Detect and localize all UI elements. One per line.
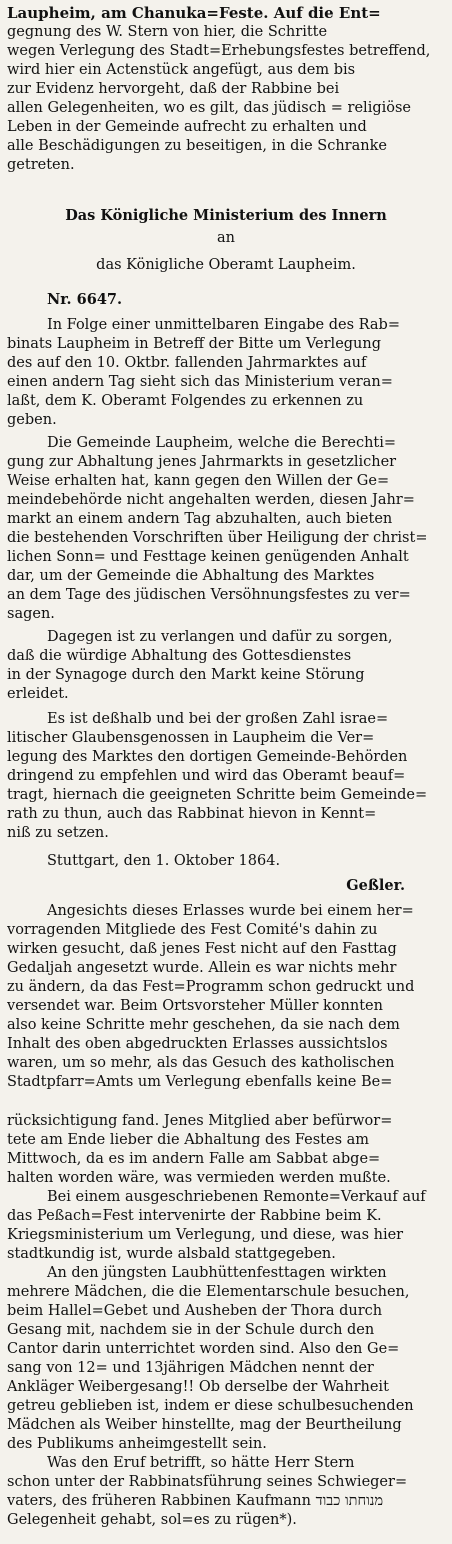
- commentary-line: wirken gesucht, daß jenes Fest nicht auf den Fasttag: [7, 941, 397, 957]
- commentary-line: Inhalt des oben abgedruckten Erlasses aussichtslos: [7, 1036, 388, 1052]
- intro-line: wird hier ein Actenstück angefügt, aus dem bis: [7, 62, 356, 78]
- commentary-line: des Publikums anheimgestellt sein.: [7, 1436, 267, 1452]
- decree-line: geben.: [7, 412, 57, 428]
- signature: Geßler.: [346, 877, 405, 894]
- decree-line: gung zur Abhaltung jenes Jahrmarkts in gesetzlicher: [7, 454, 397, 470]
- intro-line: Laupheim, am Chanuka=Feste. Auf die Ent=: [7, 4, 381, 22]
- decree-line: dringend zu empfehlen und wird das Oberamt beauf=: [7, 768, 406, 784]
- decree-paragraph-3: [7, 628, 445, 704]
- intro-line: wegen Verlegung des Stadt=Erhebungsfestes betreffend,: [7, 43, 431, 59]
- decree-line: des auf den 10. Oktbr. fallenden Jahrmarktes auf: [7, 355, 367, 371]
- decree-line: In Folge einer unmittelbaren Eingabe des Rab=: [47, 317, 400, 333]
- commentary-line: Gesang mit, nachdem sie in der Schule durch den: [7, 1322, 375, 1338]
- commentary-line: waren, um so mehr, als das Gesuch des katholischen: [7, 1055, 395, 1071]
- commentary-line: Mädchen als Weiber hinstellte, mag der Beurtheilung: [7, 1417, 402, 1433]
- ministry-title: Das Königliche Ministerium des Innern: [65, 207, 387, 224]
- decree-line: Die Gemeinde Laupheim, welche die Berechti=: [47, 435, 397, 451]
- decree-line: einen andern Tag sieht sich das Ministerium veran=: [7, 374, 393, 390]
- commentary-line: Bei einem ausgeschriebenen Remonte=Verkauf auf: [47, 1189, 426, 1205]
- commentary-line: vaters, des früheren Rabbinen Kaufmann מנוחתו כבוד: [7, 1493, 384, 1509]
- ministry-recipient: das Königliche Oberamt Laupheim.: [96, 257, 356, 273]
- intro-line: zur Evidenz hervorgeht, daß der Rabbine bei: [7, 81, 340, 97]
- commentary-line: mehrere Mädchen, die die Elementarschule besuchen,: [7, 1284, 410, 1300]
- commentary-line: versendet war. Beim Ortsvorsteher Müller konnten: [7, 998, 383, 1014]
- decree-line: legung des Marktes den dortigen Gemeinde-Behörden: [7, 749, 408, 765]
- intro-line: getreten.: [7, 157, 75, 173]
- decree-line: Weise erhalten hat, kann gegen den Willen der Ge=: [7, 473, 390, 489]
- decree-line: dar, um der Gemeinde die Abhaltung des Marktes: [7, 568, 375, 584]
- decree-paragraph-1: [7, 316, 445, 430]
- decree-line: laßt, dem K. Oberamt Folgendes zu erkennen zu: [7, 393, 364, 409]
- commentary-line: also keine Schritte mehr geschehen, da sie nach dem: [7, 1017, 400, 1033]
- commentary-line: tete am Ende lieber die Abhaltung des Festes am: [7, 1132, 370, 1148]
- decree-line: daß die würdige Abhaltung des Gottesdienstes: [7, 648, 352, 664]
- decree-line: lichen Sonn= und Festtage keinen genügenden Anhalt: [7, 549, 409, 565]
- intro-line: gegnung des W. Stern von hier, die Schritte: [7, 24, 328, 40]
- decree-line: rath zu thun, auch das Rabbinat hievon in Kennt=: [7, 806, 377, 822]
- decree-line: Dagegen ist zu verlangen und dafür zu sorgen,: [47, 629, 393, 645]
- commentary-line: Was den Eruf betrifft, so hätte Herr Stern: [47, 1455, 355, 1471]
- intro-line: alle Beschädigungen zu beseitigen, in die Schranke: [7, 138, 387, 154]
- commentary-line: schon unter der Rabbinatsführung seines Schwieger=: [7, 1474, 408, 1490]
- commentary-line: An den jüngsten Laubhüttenfesttagen wirkten: [47, 1265, 387, 1281]
- commentary-line: Cantor darin unterrichtet worden sind. Also den Ge=: [7, 1341, 400, 1357]
- commentary-paragraph-2: [7, 1112, 445, 1530]
- decree-paragraph-4: [7, 710, 445, 843]
- commentary-line: Gelegenheit gehabt, sol=es zu rügen*).: [7, 1512, 297, 1528]
- decree-paragraph-2: [7, 434, 445, 624]
- decree-line: markt an einem andern Tag abzuhalten, auch bieten: [7, 511, 393, 527]
- intro-line: Leben in der Gemeinde aufrecht zu erhalten und: [7, 119, 367, 135]
- decree-line: erleidet.: [7, 686, 69, 702]
- ministry-heading: [7, 206, 445, 275]
- decree-line: meindebehörde nicht angehalten werden, diesen Jahr=: [7, 492, 415, 508]
- commentary-line: Angesichts dieses Erlasses wurde bei einem her=: [47, 903, 414, 919]
- decree-line: Es ist deßhalb und bei der großen Zahl israe=: [47, 711, 389, 727]
- commentary-line: Stadtpfarr=Amts um Verlegung ebenfalls keine Be=: [7, 1074, 393, 1090]
- intro-line: allen Gelegenheiten, wo es gilt, das jüdisch = religiöse: [7, 100, 411, 116]
- decree-line: die bestehenden Vorschriften über Heiligung der christ=: [7, 530, 428, 546]
- commentary-line: Mittwoch, da es im andern Falle am Sabbat abge=: [7, 1151, 381, 1167]
- commentary-line: halten worden wäre, was vermieden werden mußte.: [7, 1170, 391, 1186]
- commentary-line: getreu geblieben ist, indem er diese schulbesuchenden: [7, 1398, 414, 1414]
- commentary-line: Gedaljah angesetzt wurde. Allein es war nichts mehr: [7, 960, 397, 976]
- decree-line: litischer Glaubensgenossen in Laupheim die Ver=: [7, 730, 375, 746]
- commentary-paragraph-1: [7, 902, 445, 1092]
- decree-line: sagen.: [7, 606, 55, 622]
- commentary-line: beim Hallel=Gebet und Ausheben der Thora durch: [7, 1303, 383, 1319]
- dateline: Stuttgart, den 1. Oktober 1864.: [47, 853, 281, 869]
- decree-number: Nr. 6647.: [47, 291, 123, 308]
- decree-line: an dem Tage des jüdischen Versöhnungsfestes zu ver=: [7, 587, 411, 603]
- commentary-line: zu ändern, da das Fest=Programm schon gedruckt und: [7, 979, 415, 995]
- commentary-line: vorragenden Mitgliede des Fest Comité's dahin zu: [7, 922, 378, 938]
- commentary-line: Kriegsministerium um Verlegung, und diese, was hier: [7, 1227, 404, 1243]
- decree-line: binats Laupheim in Betreff der Bitte um Verlegung: [7, 336, 382, 352]
- ministry-to: an: [217, 230, 235, 246]
- decree-line: in der Synagoge durch den Markt keine Störung: [7, 667, 365, 683]
- commentary-line: rücksichtigung fand. Jenes Mitglied aber befürwor=: [7, 1113, 393, 1129]
- intro-paragraph: [7, 4, 445, 175]
- commentary-line: stadtkundig ist, wurde alsbald stattgegeben.: [7, 1246, 336, 1262]
- decree-line: tragt, hiernach die geeigneten Schritte beim Gemeinde=: [7, 787, 428, 803]
- commentary-line: Ankläger Weibergesang!! Ob derselbe der Wahrheit: [7, 1379, 389, 1395]
- decree-line: niß zu setzen.: [7, 825, 109, 841]
- commentary-line: das Peßach=Fest intervenirte der Rabbine beim K.: [7, 1208, 382, 1224]
- commentary-line: sang von 12= und 13jährigen Mädchen nennt der: [7, 1360, 374, 1376]
